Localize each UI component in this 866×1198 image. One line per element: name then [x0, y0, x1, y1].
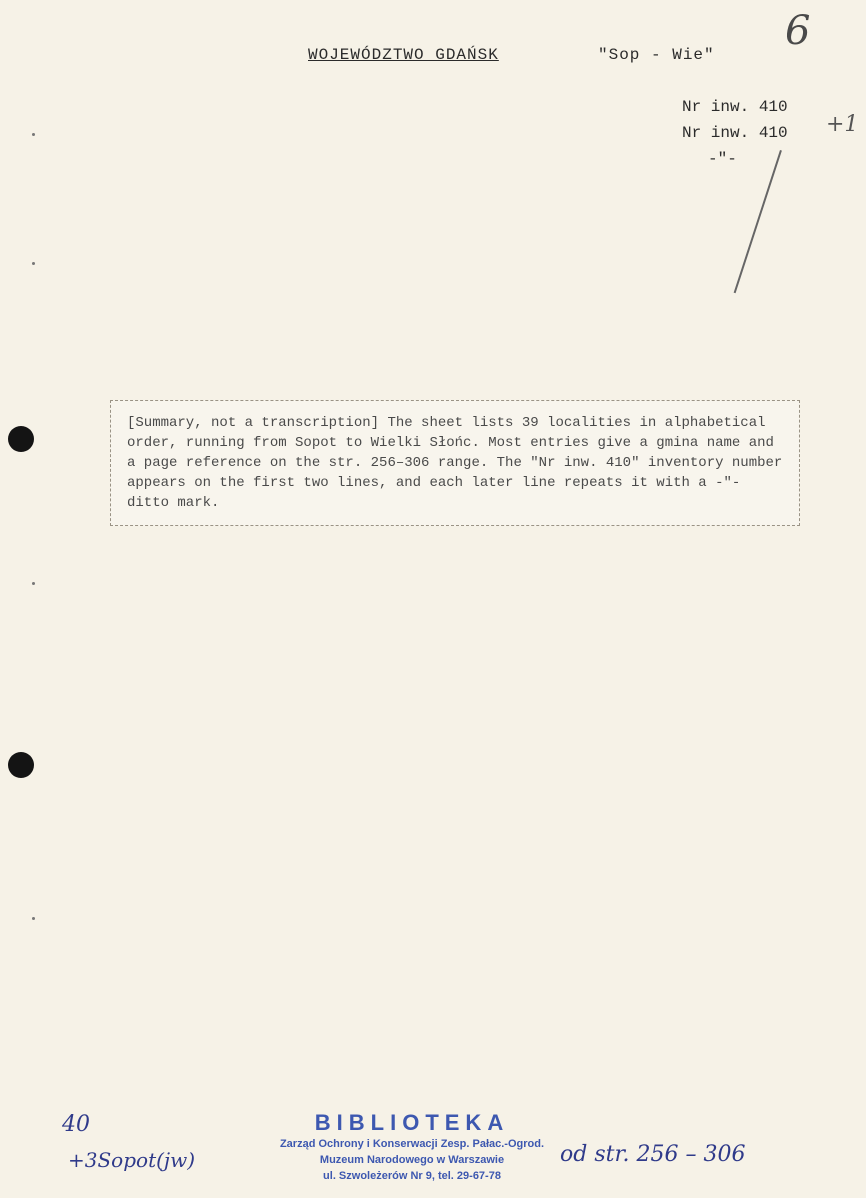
row-inventory: Nr inw. 410: [682, 124, 788, 142]
list-row: [110, 124, 810, 146]
stamp-museum: Muzeum Narodowego w Warszawie: [319, 1154, 505, 1166]
stamp-title: BIBLIOTEKA: [314, 1110, 510, 1135]
stamp-street: ul. Szwoleżerów Nr 9,: [323, 1170, 435, 1182]
list-row: [110, 150, 810, 172]
page-range-note: od str. 256 – 306: [560, 1142, 746, 1167]
margin-dot: [32, 582, 35, 585]
stamp-org: Zarząd Ochrony i Konserwacji Zesp. Pałac.-Ogrod.: [279, 1138, 545, 1150]
list-summary: [Summary, not a transcription] The sheet lists 39 localities in alphabetical order, running from Sopot to Wielki Słońc. Most entries give a gmina name and a page reference on the str. 256–306 range. The "Nr inw. 410" inventory number appears on the first two lines, and each later line repeats it with a -"- ditto mark.: [110, 400, 800, 526]
header-range: "Sop - Wie": [598, 46, 715, 64]
margin-dot: [32, 917, 35, 920]
pencil-plus-mark: +1: [826, 112, 859, 137]
margin-note-sopot: +3Sopot(jw): [68, 1148, 196, 1172]
page-number: 6: [785, 8, 811, 54]
punch-hole: [8, 426, 34, 452]
row-inventory: Nr inw. 410: [682, 98, 788, 116]
row-ditto: -"-: [708, 150, 737, 168]
list-row: [110, 98, 810, 120]
library-stamp: [262, 1110, 562, 1184]
punch-hole: [8, 752, 34, 778]
margin-dot: [32, 133, 35, 136]
stamp-address: [262, 1168, 562, 1184]
stamp-phone: tel. 29-67-78: [437, 1170, 501, 1182]
margin-dot: [32, 262, 35, 265]
margin-note-count: 40: [62, 1112, 90, 1137]
header-voivodeship: WOJEWÓDZTWO GDAŃSK: [308, 46, 499, 64]
